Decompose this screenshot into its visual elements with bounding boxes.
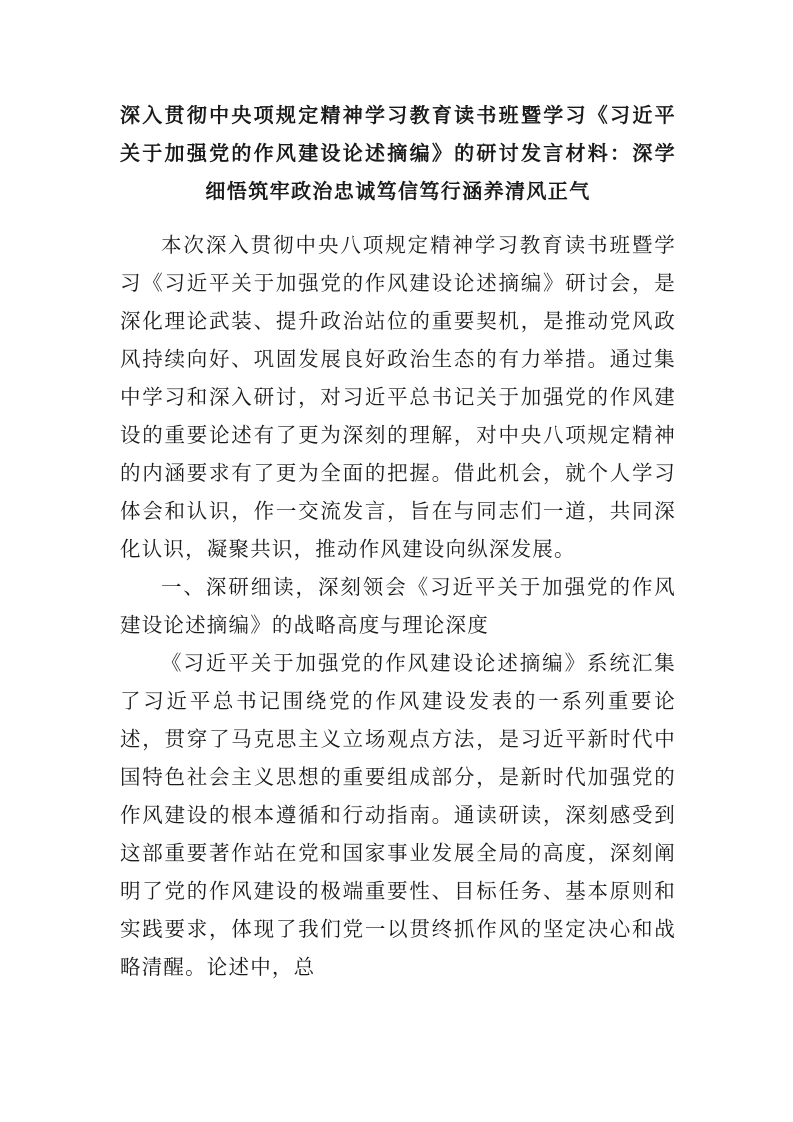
- document-body: [120, 226, 676, 986]
- paragraph-section-1: 《习近平关于加强党的作风建设论述摘编》系统汇集了习近平总书记围绕党的作风建设发表的一系列重要论述，贯穿了马克思主义立场观点方法，是习近平新时代中国特色社会主义思想的重要组成部分，是新时代加强党的作风建设的根本遵循和行动指南。通读研读，深刻感受到这部重要著作站在党和国家事业发展全局的高度，深刻阐明了党的作风建设的极端重要性、目标任务、基本原则和实践要求，体现了我们党一以贯终抓作风的坚定决心和战略清醒。论述中，总: [120, 651, 676, 979]
- paragraph-intro: 本次深入贯彻中央八项规定精神学习教育读书班暨学习《习近平关于加强党的作风建设论述摘编》研讨会，是深化理论武装、提升政治站位的重要契机，是推动党风政风持续向好、巩固发展良好政治生态的有力举措。通过集中学习和深入研讨，对习近平总书记关于加强党的作风建设的重要论述有了更为深刻的理解，对中央八项规定精神的内涵要求有了更为全面的把握。借此机会，就个人学习体会和认识，作一交流发言，旨在与同志们一道，共同深化认识，凝聚共识，推动作风建设向纵深发展。: [120, 233, 676, 561]
- document-title: 深入贯彻中央项规定精神学习教育读书班暨学习《习近平关于加强党的作风建设论述摘编》的研讨发言材料：深学细悟筑牢政治忠诚笃信笃行涵养清风正气: [120, 103, 676, 203]
- section-heading-1: 一、深研细读，深刻领会《习近平关于加强党的作风建设论述摘编》的战略高度与理论深度: [120, 575, 676, 637]
